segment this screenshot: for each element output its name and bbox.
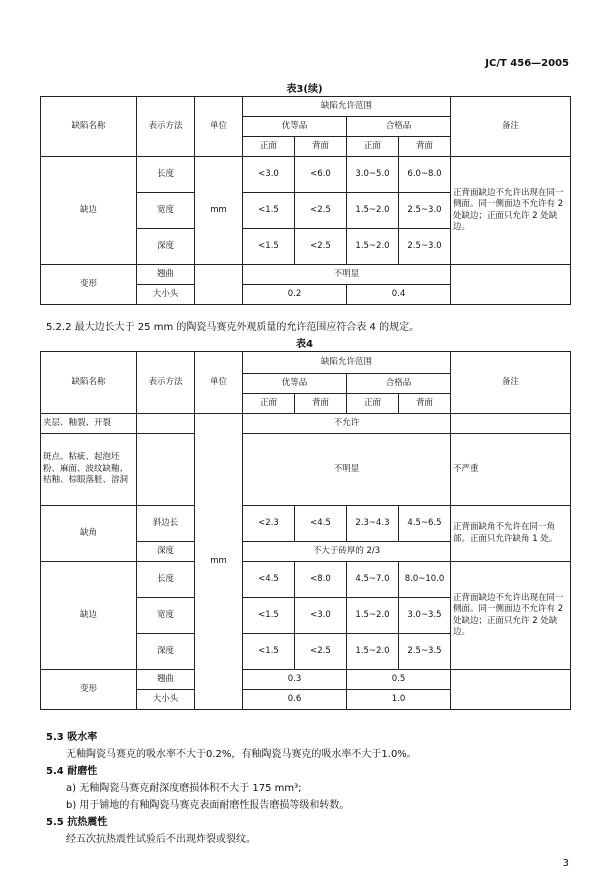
clause-5-2-2: 5.2.2 最大边长大于 25 mm 的陶瓷马赛克外观质量的允许范围应符合表 4 的规定。 bbox=[46, 322, 420, 333]
cell-method: 大小头 bbox=[137, 690, 195, 710]
col-back: 背面 bbox=[295, 394, 347, 414]
cell-note: 正背面缺边不允许出现在同一侧面。同一侧面边不允许有 2 处缺边；正面只允许 2 处缺边。 bbox=[451, 157, 571, 265]
cell-value: 2.5~3.0 bbox=[399, 229, 451, 265]
cell-method: 深度 bbox=[137, 229, 195, 265]
cell-value: 2.3~4.3 bbox=[347, 506, 399, 542]
cell-value: <2.5 bbox=[295, 229, 347, 265]
cell-method: 深度 bbox=[137, 634, 195, 670]
table3-caption: 表3(续) bbox=[286, 84, 323, 95]
col-ok: 合格品 bbox=[347, 374, 451, 394]
section-5-4-b: b) 用于铺地的有釉陶瓷马赛克表面耐磨性报告磨损等级和转数。 bbox=[66, 800, 350, 811]
cell-method: 宽度 bbox=[137, 193, 195, 229]
cell-value: 4.5~6.5 bbox=[399, 506, 451, 542]
cell-value: <3.0 bbox=[243, 157, 295, 193]
col-method: 表示方法 bbox=[137, 352, 195, 414]
col-front: 正面 bbox=[347, 137, 399, 157]
cell-unit: mm bbox=[195, 157, 243, 265]
cell-value: 0.5 bbox=[347, 670, 451, 690]
col-good: 优等品 bbox=[243, 117, 347, 137]
cell-value: 0.6 bbox=[243, 690, 347, 710]
cell-edge-name: 缺边 bbox=[41, 562, 137, 670]
col-front: 正面 bbox=[243, 137, 295, 157]
cell-r1-name: 夹层、釉裂、开裂 bbox=[41, 414, 137, 434]
section-5-4-a: a) 无釉陶瓷马赛克耐深度磨损体积不大于 175 mm³; bbox=[66, 783, 302, 794]
cell-value: 1.5~2.0 bbox=[347, 598, 399, 634]
col-range: 缺陷允许范围 bbox=[243, 352, 451, 374]
cell-value: 0.3 bbox=[243, 670, 347, 690]
cell-method: 宽度 bbox=[137, 598, 195, 634]
col-good: 优等品 bbox=[243, 374, 347, 394]
cell-method: 斜边长 bbox=[137, 506, 195, 542]
cell-value: 1.5~2.0 bbox=[347, 229, 399, 265]
section-5-5-body: 经五次抗热震性试验后不出现炸裂或裂纹。 bbox=[66, 834, 256, 845]
cell-value: 1.0 bbox=[347, 690, 451, 710]
cell-value: <1.5 bbox=[243, 193, 295, 229]
col-defect-name: 缺陷名称 bbox=[41, 97, 137, 157]
cell-method: 翘曲 bbox=[137, 265, 195, 285]
col-front: 正面 bbox=[243, 394, 295, 414]
col-unit: 单位 bbox=[195, 97, 243, 157]
standard-number: JC/T 456—2005 bbox=[485, 58, 569, 69]
cell-method: 长度 bbox=[137, 562, 195, 598]
cell-deform-name: 变形 bbox=[41, 670, 137, 710]
col-ok: 合格品 bbox=[347, 117, 451, 137]
cell-method: 长度 bbox=[137, 157, 195, 193]
section-5-3-body: 无釉陶瓷马赛克的吸水率不大于0.2%，有釉陶瓷马赛克的吸水率不大于1.0%。 bbox=[66, 749, 417, 760]
cell-value: 1.5~2.0 bbox=[347, 193, 399, 229]
cell-value: 不大于砖厚的 2/3 bbox=[243, 542, 451, 562]
cell-value: 6.0~8.0 bbox=[399, 157, 451, 193]
cell-note: 不严重 bbox=[451, 434, 571, 506]
cell-method: 大小头 bbox=[137, 285, 195, 305]
cell-value: <1.5 bbox=[243, 634, 295, 670]
cell-note: 正背面缺角不允许在同一角部。正面只允许缺角 1 处。 bbox=[451, 506, 571, 562]
col-back: 背面 bbox=[399, 394, 451, 414]
cell-value: 1.5~2.0 bbox=[347, 634, 399, 670]
cell-value: <4.5 bbox=[295, 506, 347, 542]
col-method: 表示方法 bbox=[137, 97, 195, 157]
cell-value: 3.0~3.5 bbox=[399, 598, 451, 634]
cell-value: <2.5 bbox=[295, 634, 347, 670]
cell-value: 4.5~7.0 bbox=[347, 562, 399, 598]
cell-value: 不明显 bbox=[243, 434, 451, 506]
table3 bbox=[40, 96, 571, 305]
cell-edge-name: 缺边 bbox=[41, 157, 137, 265]
cell-method: 深度 bbox=[137, 542, 195, 562]
cell-value: 2.5~3.0 bbox=[399, 193, 451, 229]
cell-value: <4.5 bbox=[243, 562, 295, 598]
page-number: 3 bbox=[562, 858, 569, 869]
col-range: 缺陷允许范围 bbox=[243, 97, 451, 117]
col-unit: 单位 bbox=[195, 352, 243, 414]
table4 bbox=[40, 351, 571, 710]
cell-value: 8.0~10.0 bbox=[399, 562, 451, 598]
cell-corner-name: 缺角 bbox=[41, 506, 137, 562]
cell-value: <3.0 bbox=[295, 598, 347, 634]
cell-value: <8.0 bbox=[295, 562, 347, 598]
section-5-4-title: 5.4 耐磨性 bbox=[46, 766, 98, 777]
cell-value: 0.2 bbox=[243, 285, 347, 305]
cell-value: 不明显 bbox=[243, 265, 451, 285]
col-back: 背面 bbox=[295, 137, 347, 157]
cell-deform-name: 变形 bbox=[41, 265, 137, 305]
cell-value: <2.5 bbox=[295, 193, 347, 229]
cell-value: <2.3 bbox=[243, 506, 295, 542]
cell-value: 不允许 bbox=[243, 414, 451, 434]
col-note: 备注 bbox=[451, 352, 571, 414]
col-note: 备注 bbox=[451, 97, 571, 157]
table4-caption: 表4 bbox=[296, 339, 313, 350]
cell-value: 2.5~3.5 bbox=[399, 634, 451, 670]
cell-value: <1.5 bbox=[243, 598, 295, 634]
cell-note: 正背面缺边不允许出现在同一侧面。同一侧面边不允许有 2 处缺边；正面只允许 2 处缺边。 bbox=[451, 562, 571, 670]
cell-value: <6.0 bbox=[295, 157, 347, 193]
cell-value: 0.4 bbox=[347, 285, 451, 305]
cell-value: <1.5 bbox=[243, 229, 295, 265]
col-back: 背面 bbox=[399, 137, 451, 157]
section-5-3-title: 5.3 吸水率 bbox=[46, 732, 98, 743]
cell-r2-name: 斑点、粘疵、起泡坯粉、麻面、波纹缺釉、桔釉、棕眼落脏、溶洞 bbox=[41, 434, 137, 506]
col-defect-name: 缺陷名称 bbox=[41, 352, 137, 414]
cell-value: 3.0~5.0 bbox=[347, 157, 399, 193]
cell-unit: mm bbox=[195, 414, 243, 710]
cell-method: 翘曲 bbox=[137, 670, 195, 690]
col-front: 正面 bbox=[347, 394, 399, 414]
section-5-5-title: 5.5 抗热震性 bbox=[46, 817, 108, 828]
